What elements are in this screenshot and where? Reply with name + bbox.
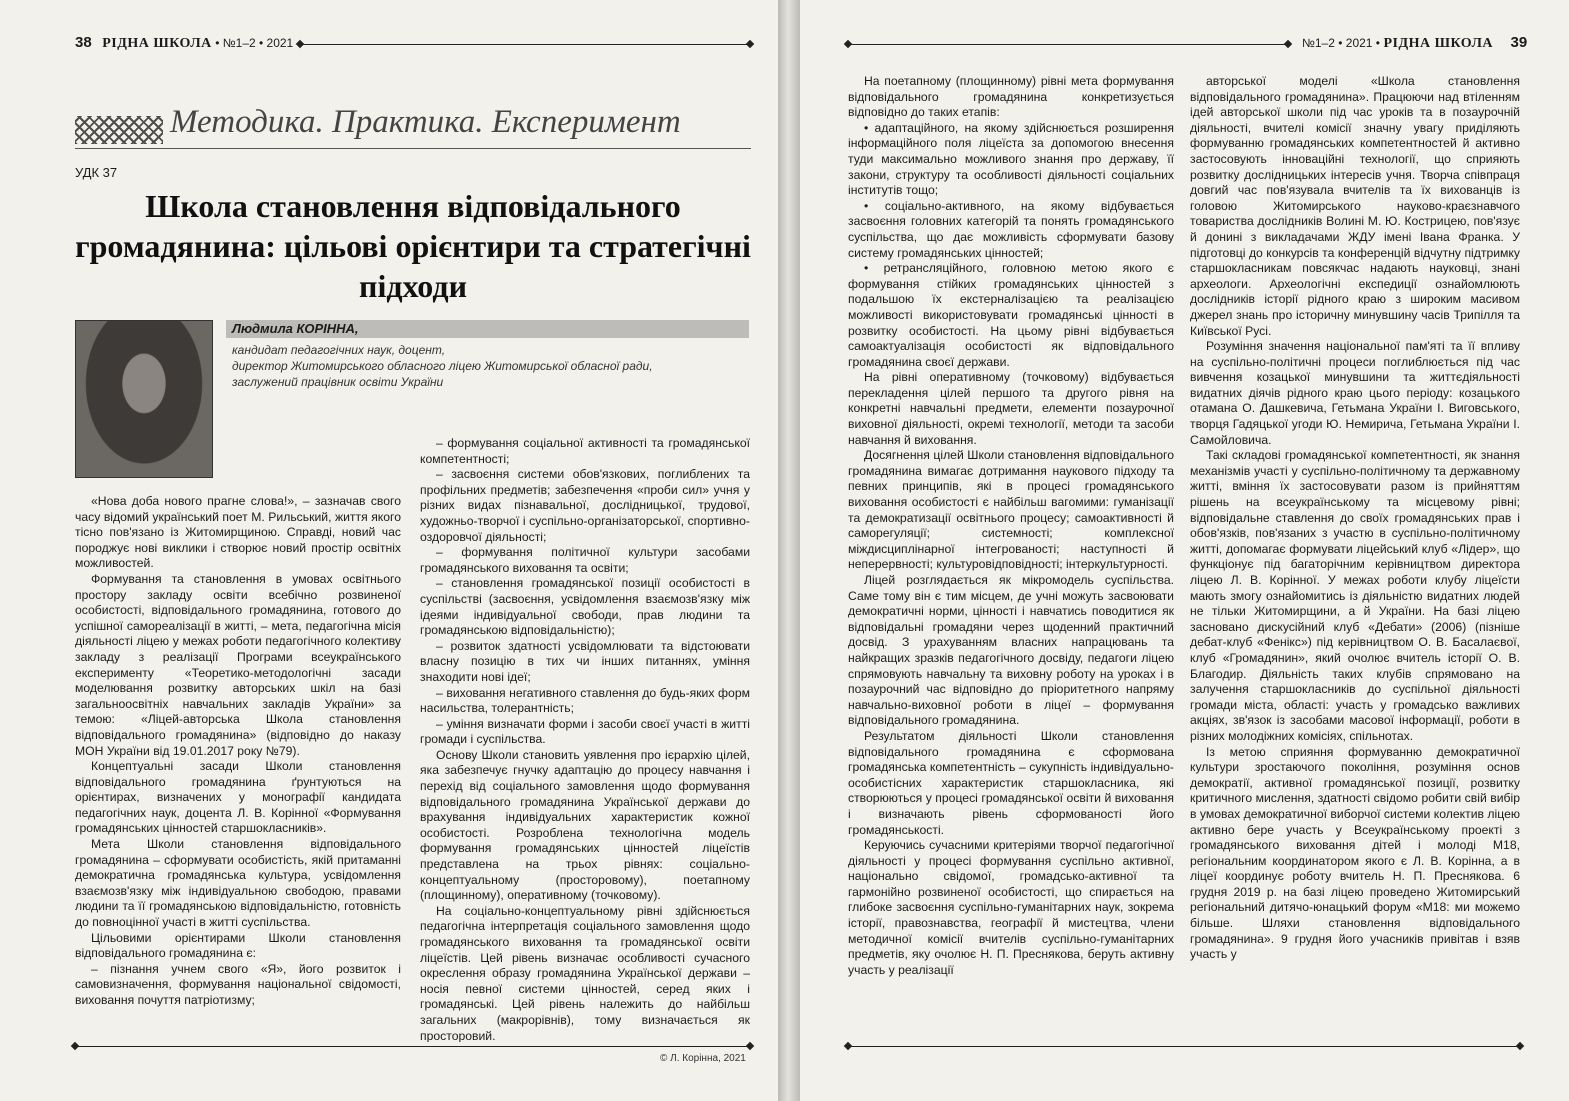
right-column-1: [848, 74, 1174, 1042]
paragraph: Керуючись сучасними критеріями творчої педагогічної діяльності у процесі формування суспільно активної, національно свідомої, громадсько-активної та гармонійно розвиненої особистості, що спирається на глибоке засвоєння суспільно-гуманітарних наук, зокрема історії, правознавства, географії й мистецтва, члени методичної комісії вчителів суспільно-гуманітарних предметів, яку очолює Н. П. Преснякова, беруть активну участь у реалізації: [848, 838, 1174, 977]
paragraph: Цільовими орієнтирами Школи становлення відповідального громадянина є:: [75, 930, 401, 961]
page-number: 39: [1510, 34, 1528, 51]
article-title: Школа становлення відповідального громадянина: цільові орієнтири та стратегічні підходи: [75, 188, 751, 304]
journal-name: РІДНА ШКОЛА: [102, 36, 212, 51]
paragraph: – становлення громадянської позиції особистості в суспільстві (засвоєння, усвідомлення взаємозв'язку між ідеями індивідуальної свободи, прав людини та громадянською відповідальністю);: [420, 576, 750, 638]
author-credentials: [232, 342, 653, 390]
author-photo: [75, 320, 213, 478]
paragraph: – формування соціальної активності та громадянської компетентності;: [420, 436, 750, 466]
header-rule: [848, 44, 1288, 45]
paragraph: Досягнення цілей Школи становлення відповідального громадянина вимагає дотримання наукового підходу та певних принципів, які в процесі громадянського виховання особистості є найбільш вагомими: гуманізації та демократизації освітнього процесу; самоактивності й саморегуляції; системності; комплексної міждисциплінарної інтегрованості; наступності й неперервності; культуровідповідності; інтеркультурності.: [848, 448, 1174, 572]
udk-code: УДК 37: [75, 165, 118, 180]
copyright-note: © Л. Корінна, 2021: [660, 1053, 746, 1064]
paragraph: – розвиток здатності усвідомлювати та відстоювати власну позицію в тих чи інших питаннях, уміння знаходити нові ідеї;: [420, 638, 750, 684]
paragraph: Концептуальні засади Школи становлення відповідального громадянина ґрунтуються на орієнтирах, визначених у монографії кандидата педагогічних наук, доцента Л. В. Корінної «Формування громадянських цінностей старшокласників».: [75, 759, 401, 836]
issue-number: • №1–2 • 2021: [215, 36, 294, 50]
paragraph: «Нова доба нового прагне слова!», – зазначав свого часу відомий український поет М. Рильський, життя якого тісно пов'язано із Житомирщиною. Справді, новий час породжує нові виклики і створює новий простір освітніх можливостей.: [75, 494, 401, 571]
journal-name: РІДНА ШКОЛА: [1383, 36, 1494, 51]
right-running-head: [1302, 34, 1527, 52]
book-gutter: [778, 0, 800, 1101]
paragraph: Ліцей розглядається як мікромодель суспільства. Саме тому він є тим місцем, де учні можуть засвоювати демократичні норми, цінності і навчатись поводитися як відповідальні громадяни через щоденний практичний досвід. З урахуванням власних напрацювань та найкращих зразків педагогічного досвіду, педагоги ліцею спрямовують навчальну та виховну роботу на уроках і в позаурочний час відповідно до пріоритетного напряму навчально-виховної роботи в ліцеї – формування відповідального громадянина.: [848, 573, 1174, 728]
paragraph: Формування та становлення в умовах освітнього простору закладу освіти всебічно розвиненої особистості, відповідального громадянина, готового до успішної самореалізації в житті, – мета, педагогічна місія діяльності ліцею у межах роботи педагогічного колективу закладу з реалізації Програми всеукраїнського експерименту «Теоретико-методологічні засади моделювання розвитку авторських шкіл на базі загальноосвітніх навчальних закладів України» за темою: «Ліцей-авторська Школа становлення відповідального громадянина» (відповідно до наказу МОН України від 19.01.2017 року №79).: [75, 571, 401, 758]
footer-rule: [848, 1046, 1520, 1047]
right-column-2: [1190, 74, 1520, 1042]
paragraph: – пізнання учнем свого «Я», його розвиток і самовизначення, формування національної свідомості, виховання почуття патріотизму;: [75, 961, 401, 1007]
paragraph: • соціально-активного, на якому відбувається засвоєння головних категорій та понять громадянського суспільства, що дає можливість сформувати базову систему громадянських цінностей;: [848, 198, 1174, 260]
rubric-divider: [75, 148, 751, 149]
issue-number: №1–2 • 2021 •: [1302, 36, 1380, 50]
paragraph: Результатом діяльності Школи становлення відповідального громадянина є сформована громадянська компетентність – сукупність індивідуально-особистісних характеристик старшокласника, які створюються у процесі громадянської освіти й виховання і визначають рівень сформованості його громадянськості.: [848, 728, 1174, 837]
paragraph: На соціально-концептуальному рівні здійснюється педагогічна інтерпретація соціального замовлення щодо громадянського виховання та громадянської освіти ліцеїстів. Цей рівень визначає особливості сучасного окреслення образу громадянина Української держави – носія певної системи цінностей, серед яких і громадянські. Цей рівень належить до найбільш загальних (макрорівнів), тому визначається як просторовий.: [420, 903, 750, 1042]
paragraph: Розуміння значення національної пам'яті та її впливу на суспільно-політичні процеси поглиблюється під час вивчення козацької минувшини та життєдіяльності видатних діячів рідного краю цього періоду: козацького отамана О. Дашкевича, Гетьмана України І. Виговського, творця Гадяцької угоди Ю. Немирича, Гетьмана України І. Самойловича.: [1190, 339, 1520, 447]
paragraph: Основу Школи становить уявлення про ієрархію цілей, яка забезпечує гнучку адаптацію до процесу навчання і перехід від соціального замовлення щодо формування відповідального громадянина Української держави до врахування індивідуальних характеристик кожної особистості. Розроблена технологічна модель формування громадянських цінностей ліцеїстів представлена на трьох рівнях: соціально-концептуальному (просторовому), поетапному (площинному), оперативному (точковому).: [420, 747, 750, 903]
author-credential-line: заслужений працівник освіти України: [232, 375, 444, 389]
section-rubric: Методика. Практика. Експеримент: [170, 104, 681, 140]
paragraph: – уміння визначати форми і засоби своєї участі в житті громади і суспільства.: [420, 716, 750, 747]
author-credential-line: кандидат педагогічних наук, доцент,: [232, 343, 446, 357]
paragraph: На поетапному (площинному) рівні мета формування відповідального громадянина конкретизується відповідно до таких етапів:: [848, 74, 1174, 120]
author-name: Людмила КОРІННА,: [232, 321, 359, 336]
paragraph: Із метою сприяння формуванню демократичної культури зростаючого покоління, розуміння основ демократії, активної громадянської позиції, розвитку критичного мислення, здатності свідомо робити свій вибір в умовах демократичної виборчої системи колектив ліцею активно бере участь у Всеукраїнському проекті з громадянського виховання дітей і молоді М18, регіональним координатором якого є Л. В. Корінна, а в ліцеї координує роботу вчитель Н. П. Преснякова. 6 грудня 2019 р. на базі ліцею проведено Житомирський регіональний дитячо-юнацький форум «М18: ми можемо більше. Шляхи становлення відповідального громадянина». 9 грудня його учасників привітав і взяв участь у: [1190, 744, 1520, 962]
paragraph: • ретрансляційного, головною метою якого є формування стійких громадянських цінностей з подальшою їх екстерналізацією та реалізацією можливості використовувати громадянські цінності в розвитку особистості. На цьому рівні відбувається самоактуалізація особистості як відповідального громадянина своєї держави.: [848, 261, 1174, 369]
paragraph: – виховання негативного ставлення до будь-яких форм насильства, толерантність;: [420, 685, 750, 716]
paragraph: Мета Школи становлення відповідального громадянина – сформувати особистість, якій притаманні демократична громадянська культура, усвідомлення взаємозв'язку між індивідуальною свободою, правами людини та її громадянською відповідальністю, готовність до повноцінної участі в житті суспільства.: [75, 837, 401, 930]
paragraph: На рівні оперативному (точковому) відбувається перекладення цілей першого та другого рівня на конкретні навчальні предмети, елементи позаурочної виховної діяльності, окремі технології, методи та засоби навчання й виховання.: [848, 370, 1174, 447]
paragraph: – формування політичної культури засобами громадянського виховання та освіти;: [420, 545, 750, 575]
left-column-2: [420, 436, 750, 1042]
left-column-1: [75, 494, 401, 1042]
paragraph: авторської моделі «Школа становлення відповідального громадянина». Працюючи над втіленням ідей авторської школи під час уроків та в позаурочній діяльності, вчителі комісії значну увагу приділяють формуванню громадянських компетентностей й активно застосовують інноваційні технології, що сприяють розвитку дослідницьких інтересів учня. Творча співпраця довгий час пов'язувала вчителів та їх вихованців із головою Житомирського науково-краєзнавчого товариства дослідників Волині М. Ю. Кострицею, пов'язує й донині з викладачами ЖДУ імені Івана Франка. У підготовці до конкурсів та конференцій відчутну підтримку старшокласникам повсякчас надають науковці, знані археологи. Археологічні експедиції ознайомлюють дослідників історії рідного краю з широким масивом джерел знань про історичну минувшину часів Трипілля та Київської Русі.: [1190, 74, 1520, 338]
left-running-head: [75, 34, 293, 52]
footer-rule: [75, 1046, 750, 1047]
header-rule: [300, 44, 750, 45]
left-page: [0, 0, 778, 1101]
paragraph: Такі складові громадянської компетентності, як знання механізмів участі у суспільно-політичному та державному житті, вміння їх застосовувати разом із прийняттям рішень на всеукраїнському та місцевому рівні; відповідальне ставлення до своїх громадянських прав і обов'язків, пов'язаних з участю в суспільно-політичному житті, допомагає формувати ліцейський клуб «Лідер», що функціонує під багаторічним керівництвом директора ліцею Л. В. Корінної. У межах роботи клубу ліцеїсти мають змогу ознайомитись із діяльністю видатних людей не тільки Житомирщини, а й України. На базі ліцею засновано дискусійний клуб «Дебати» (2006) (пізніше дебат-клуб «Фенікс») під керівництвом О. В. Басалаєвої, клуб «Громадянин», який очолює вчитель історії О. В. Благодир. Діяльність таких клубів спрямовано на залучення старшокласників до суспільної діяльності громади міста, області: участь у громадсько важливих акціях, зв'язок із засобами масової інформації, роботи в різних молодіжних комісіях, спільнотах.: [1190, 448, 1520, 743]
paragraph: • адаптаційного, на якому здійснюється розширення інформаційного поля ліцеїста за допомогою внесення туди максимально можливого знання про державу, її закони, структуру та особливості діяльності соціальних інститутів тощо;: [848, 120, 1174, 198]
embroidery-ornament: [75, 116, 163, 144]
right-page: [800, 0, 1569, 1101]
page-number: 38: [75, 34, 92, 51]
author-credential-line: директор Житомирського обласного ліцею Житомирської обласної ради,: [232, 359, 653, 373]
paragraph: – засвоєння системи обов'язкових, поглиблених та профільних предметів; забезпечення «проби сил» учня у різних видах пізнавальної, дослідницької, трудової, художньо-творчої і суспільно-організаторської, спортивно-оздоровчої діяльності;: [420, 467, 750, 544]
